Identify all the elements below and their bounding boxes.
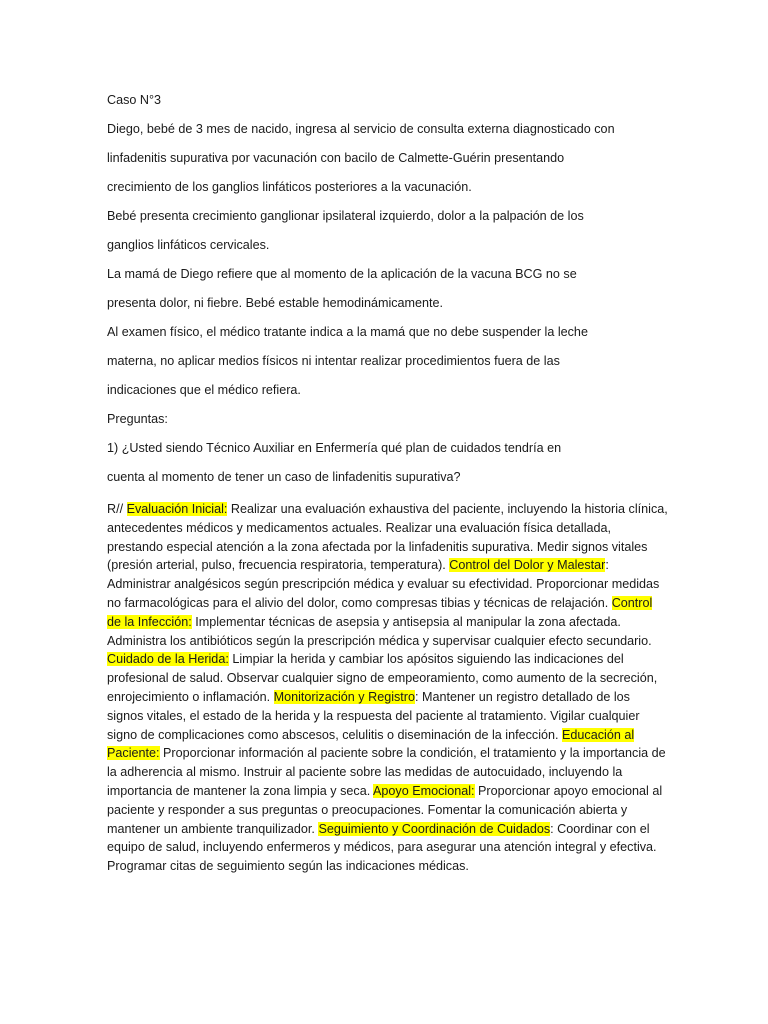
answer-text: Proporcionar información al paciente sobre la condición, el tratamiento y la importancia de la adherencia al mismo. Instruir al paciente sobre las medidas de autocuidado, incluyendo la importancia de mantener la zona limpia y seca.: [107, 746, 666, 798]
case-title: Caso N°3: [107, 93, 162, 107]
answer-text: : Administrar analgésicos según prescripción médica y evaluar su efectividad. Proporcionar medidas no farmacológicas para el alivio del dolor, como compresas tibias y técnicas de relajación.: [107, 558, 660, 610]
case-line: La mamá de Diego refiere que al momento de la aplicación de la vacuna BCG no se: [107, 267, 577, 281]
highlight-heading: Educación al Paciente:: [107, 727, 635, 761]
answer-text: : Mantener un registro detallado de los signos vitales, el estado de la herida y la respuesta del paciente al tratamiento. Vigilar cualquier signo de complicaciones como abscesos, celulitis o diseminación de la infección.: [107, 689, 640, 742]
answer-text: : Coordinar con el equipo de salud, incluyendo enfermeros y médicos, para asegurar una atención integral y efectiva. Programar citas de seguimiento según las indicaciones médicas.: [107, 821, 657, 874]
highlight-heading: Control del Dolor y Malestar: [449, 558, 606, 573]
questions-label: Preguntas:: [107, 412, 168, 426]
case-line: ganglios linfáticos cervicales.: [107, 238, 270, 252]
answer-text: Proporcionar apoyo emocional al paciente y responder a sus preguntas o preocupaciones. Fomentar la comunicación abierta y mantener un ambiente tranquilizador.: [107, 783, 663, 836]
question-line: 1) ¿Usted siendo Técnico Auxiliar en Enfermería qué plan de cuidados tendría en: [107, 441, 562, 455]
case-line: Al examen físico, el médico tratante indica a la mamá que no debe suspender la leche: [107, 325, 588, 339]
answer-text: Realizar una evaluación exhaustiva del paciente, incluyendo la historia clínica, antecedentes médicos y medicamentos actuales. Realizar una evaluación física detallada, prestando especial atención a la zona afectada por la linfadenitis supurativa. Medir signos vitales (presión arterial, pulso, frecuencia respiratoria, temperatura).: [107, 502, 668, 573]
case-line: crecimiento de los ganglios linfáticos posteriores a la vacunación.: [107, 180, 472, 194]
highlight-heading: Apoyo Emocional:: [373, 783, 475, 798]
question-line: cuenta al momento de tener un caso de linfadenitis supurativa?: [107, 470, 461, 484]
case-line: indicaciones que el médico refiera.: [107, 383, 301, 397]
case-line: Diego, bebé de 3 mes de nacido, ingresa al servicio de consulta externa diagnosticado con: [107, 122, 615, 136]
case-line: linfadenitis supurativa por vacunación con bacilo de Calmette-Guérin presentando: [107, 151, 565, 165]
highlight-heading: Monitorización y Registro: [273, 689, 415, 704]
highlight-heading: Seguimiento y Coordinación de Cuidados: [318, 821, 551, 836]
highlight-heading: Cuidado de la Herida:: [107, 652, 229, 667]
highlight-heading: Evaluación Inicial:: [126, 502, 228, 516]
answer-prefix: R//: [107, 502, 127, 516]
highlight-heading: Control de la Infección:: [107, 595, 653, 629]
answer-text: Implementar técnicas de asepsia y antisepsia al manipular la zona afectada. Administra los antibióticos según la prescripción médica y supervisar cualquier efecto secundario.: [107, 614, 652, 648]
case-line: materna, no aplicar medios físicos ni intentar realizar procedimientos fuera de las: [107, 354, 560, 368]
answer-text: Limpiar la herida y cambiar los apósitos siguiendo las indicaciones del profesional de salud. Observar cualquier signo de empeoramiento, como aumento de la secreción, enrojecimiento o inflamación.: [107, 652, 658, 704]
answer-paragraph: [107, 500, 669, 876]
case-line: presenta dolor, ni fiebre. Bebé estable hemodinámicamente.: [107, 296, 444, 310]
case-line: Bebé presenta crecimiento ganglionar ipsilateral izquierdo, dolor a la palpación de los: [107, 209, 584, 223]
